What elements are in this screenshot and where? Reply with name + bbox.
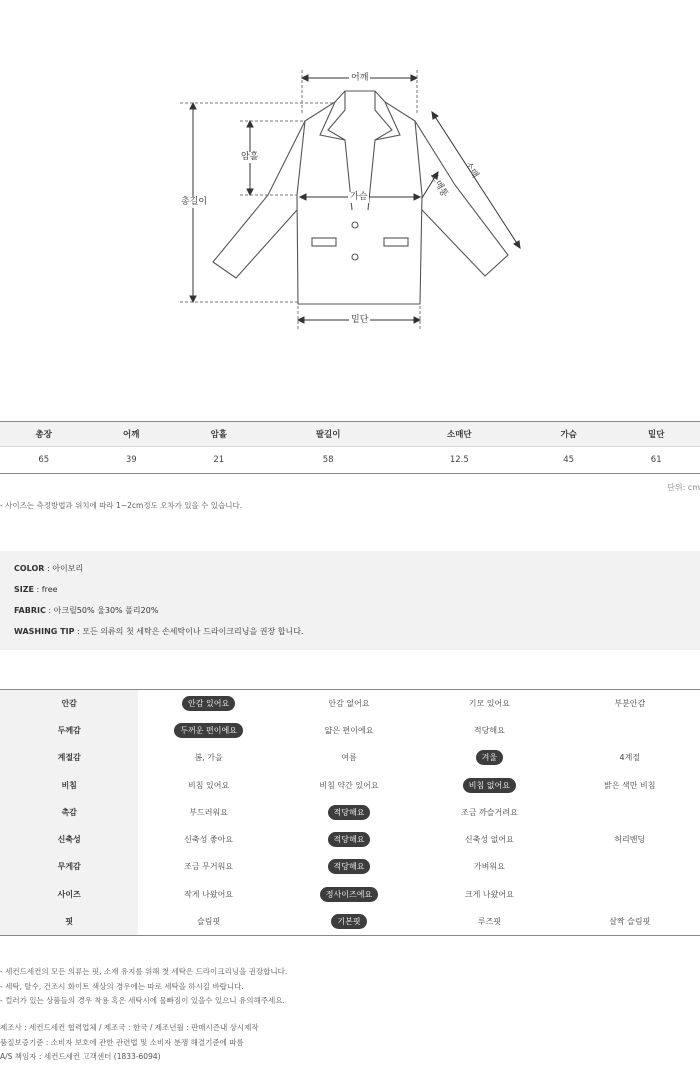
size-cell: 58 xyxy=(263,447,394,474)
size-cell: 45 xyxy=(525,447,613,474)
attribute-option: 가벼워요 xyxy=(473,862,505,872)
attribute-option: 비침 약간 있어요 xyxy=(319,780,379,790)
attribute-option-cell xyxy=(138,717,278,744)
attribute-option: 부드러워요 xyxy=(189,807,228,817)
attribute-option-cell xyxy=(138,881,278,908)
attribute-label: 무게감 xyxy=(0,853,138,880)
attribute-option-cell xyxy=(279,744,419,771)
attribute-option-cell xyxy=(279,826,419,853)
attribute-option: 봄, 가을 xyxy=(194,753,223,763)
attribute-option-cell xyxy=(138,826,278,853)
attribute-option-cell xyxy=(560,881,700,908)
selected-option-badge: 적당해요 xyxy=(328,859,371,874)
attribute-option: 신축성 좋아요 xyxy=(184,835,234,845)
attribute-row xyxy=(0,881,700,908)
attribute-option-cell xyxy=(560,771,700,798)
chest-label: 가슴 xyxy=(350,192,368,202)
product-info xyxy=(0,551,700,650)
attribute-option: 허리밴딩 xyxy=(614,835,646,845)
attribute-option-cell xyxy=(138,744,278,771)
size-cell: 39 xyxy=(88,447,176,474)
attribute-option: 조금 까슬거려요 xyxy=(461,807,518,817)
attribute-option-cell xyxy=(419,717,559,744)
attribute-row xyxy=(0,908,700,935)
attribute-label: 비침 xyxy=(0,771,138,798)
size-label: SIZE xyxy=(14,585,35,594)
attribute-option: 루즈핏 xyxy=(477,916,501,926)
attribute-option: 안감 없어요 xyxy=(328,698,370,708)
attribute-option-cell xyxy=(560,826,700,853)
attribute-row xyxy=(0,771,700,798)
unit-label: 단위: cm xyxy=(667,483,700,492)
armhole-label: 암홀 xyxy=(241,152,259,162)
size-col-header: 총장 xyxy=(0,422,88,447)
attribute-option-cell xyxy=(279,771,419,798)
size-col-header: 밑단 xyxy=(612,422,700,447)
size-cell: 12.5 xyxy=(394,447,525,474)
selected-option-badge: 기본핏 xyxy=(331,914,366,929)
attribute-option: 살짝 슬림핏 xyxy=(609,916,651,926)
care-note: - 컬러가 있는 상품들의 경우 착용 혹은 세탁시에 물빠짐이 있을수 있으니 유의해주세요. xyxy=(0,996,285,1005)
selected-option-badge: 겨울 xyxy=(476,750,503,765)
size-col-header: 팔길이 xyxy=(263,422,394,447)
attribute-option-cell xyxy=(279,690,419,717)
sleeve-label: 소매 xyxy=(462,160,480,181)
size-col-header: 가슴 xyxy=(525,422,613,447)
attribute-option: 작게 나왔어요 xyxy=(184,889,234,899)
attribute-option-cell xyxy=(419,908,559,935)
attribute-label: 안감 xyxy=(0,690,138,717)
attribute-option: 얇은 편이에요 xyxy=(324,725,374,735)
washing-label: WASHING TIP xyxy=(14,627,75,636)
fabric-label: FABRIC xyxy=(14,606,46,615)
attribute-row xyxy=(0,799,700,826)
attribute-label: 두께감 xyxy=(0,717,138,744)
selected-option-badge: 안감 있어요 xyxy=(182,696,235,711)
size-note: - 사이즈는 측정방법과 위치에 따라 1~2cm정도 오차가 있을 수 있습니다. xyxy=(0,501,243,510)
size-table-header xyxy=(0,422,700,447)
color-value: : 아이보리 xyxy=(44,564,84,573)
attribute-option: 조금 무거워요 xyxy=(184,862,234,872)
attribute-row xyxy=(0,853,700,880)
attribute-table xyxy=(0,689,700,936)
attribute-option-cell xyxy=(279,717,419,744)
attribute-option: 신축성 없어요 xyxy=(464,835,514,845)
attribute-option-cell xyxy=(138,853,278,880)
attribute-row xyxy=(0,690,700,717)
attribute-option-cell xyxy=(560,717,700,744)
selected-option-badge: 적당해요 xyxy=(328,805,371,820)
attribute-label: 신축성 xyxy=(0,826,138,853)
attribute-option-cell xyxy=(138,690,278,717)
hem-label: 밑단 xyxy=(351,315,369,325)
sleeve-width-label: 소매통 xyxy=(427,171,450,200)
attribute-option-cell xyxy=(419,799,559,826)
attribute-option: 슬림핏 xyxy=(196,916,221,926)
attribute-option: 4계절 xyxy=(619,753,641,763)
attribute-option-cell xyxy=(560,908,700,935)
size-cell: 65 xyxy=(0,447,88,474)
care-note: - 세탁, 탈수, 건조시 화이트 색상의 경우에는 따로 세탁을 하시길 바랍니다. xyxy=(0,981,244,991)
attribute-label: 핏 xyxy=(0,908,138,935)
size-table xyxy=(0,421,700,474)
attribute-option-cell xyxy=(138,799,278,826)
attribute-option-cell xyxy=(419,881,559,908)
attribute-row xyxy=(0,717,700,744)
attribute-option-cell xyxy=(560,853,700,880)
size-col-header: 어깨 xyxy=(88,422,176,447)
size-cell: 61 xyxy=(612,447,700,474)
attribute-label: 촉감 xyxy=(0,799,138,826)
maker-line: 제조사 : 세컨드세컨 협력업체 / 제조국 : 한국 / 제조년월 : 판매시즌내 상시제작 xyxy=(0,1023,259,1032)
attribute-option-cell xyxy=(560,799,700,826)
size-cell: 21 xyxy=(175,447,263,474)
color-label: COLOR xyxy=(14,564,45,573)
attribute-row xyxy=(0,826,700,853)
size-row xyxy=(14,584,700,605)
selected-option-badge: 비침 없어요 xyxy=(463,778,516,793)
attribute-option-cell xyxy=(419,744,559,771)
maker-line: A/S 책임자 : 세컨드세컨 고객센터 (1833-6094) xyxy=(0,1052,161,1061)
attribute-option-cell xyxy=(279,881,419,908)
size-value: : free xyxy=(34,585,58,594)
color-row xyxy=(14,563,700,584)
washing-value: : 모든 의류의 첫 세탁은 손세탁이나 드라이크리닝을 권장 합니다. xyxy=(74,627,304,636)
fabric-value: : 아크릴50% 울30% 폴리20% xyxy=(45,606,159,615)
attribute-option-cell xyxy=(279,853,419,880)
maker-info xyxy=(0,1023,259,1065)
attribute-option-cell xyxy=(419,690,559,717)
attribute-option-cell xyxy=(138,908,278,935)
attribute-option-cell xyxy=(419,826,559,853)
care-note: - 세컨드세컨의 모든 의류는 핏, 소재 유지를 위해 첫 세탁은 드라이크리닝을 권장합니다. xyxy=(0,967,288,976)
total-length-label: 총길이 xyxy=(181,197,208,207)
fabric-row xyxy=(14,605,700,626)
size-table-row xyxy=(0,447,700,474)
attribute-option: 기모 있어요 xyxy=(468,698,510,708)
attribute-label: 계절감 xyxy=(0,744,138,771)
attribute-option: 크게 나왔어요 xyxy=(464,889,514,899)
attribute-option-cell xyxy=(560,690,700,717)
size-col-header: 소매단 xyxy=(394,422,525,447)
attribute-option: 부분안감 xyxy=(614,698,646,708)
selected-option-badge: 정사이즈에요 xyxy=(320,887,378,902)
shoulder-label: 어깨 xyxy=(351,73,369,83)
washing-row xyxy=(14,626,700,647)
attribute-option-cell xyxy=(560,744,700,771)
attribute-option-cell xyxy=(419,771,559,798)
attribute-label: 사이즈 xyxy=(0,881,138,908)
attribute-option-cell xyxy=(138,771,278,798)
attribute-option-cell xyxy=(419,853,559,880)
attribute-option: 밝은 색만 비침 xyxy=(604,780,656,790)
attribute-option-cell xyxy=(279,908,419,935)
selected-option-badge: 두꺼운 편이에요 xyxy=(174,723,243,738)
attribute-option: 비침 있어요 xyxy=(187,780,230,790)
maker-line: 품질보증기준 : 소비자 보호에 관한 관련법 및 소비자 분쟁 해결기준에 따름 xyxy=(0,1037,244,1047)
attribute-row xyxy=(0,744,700,771)
size-col-header: 암홀 xyxy=(175,422,263,447)
selected-option-badge: 적당해요 xyxy=(328,832,371,847)
attribute-option: 여름 xyxy=(341,753,357,763)
size-diagram xyxy=(0,0,700,400)
attribute-option-cell xyxy=(279,799,419,826)
attribute-option: 적당해요 xyxy=(473,725,505,735)
care-notes xyxy=(0,967,287,1011)
